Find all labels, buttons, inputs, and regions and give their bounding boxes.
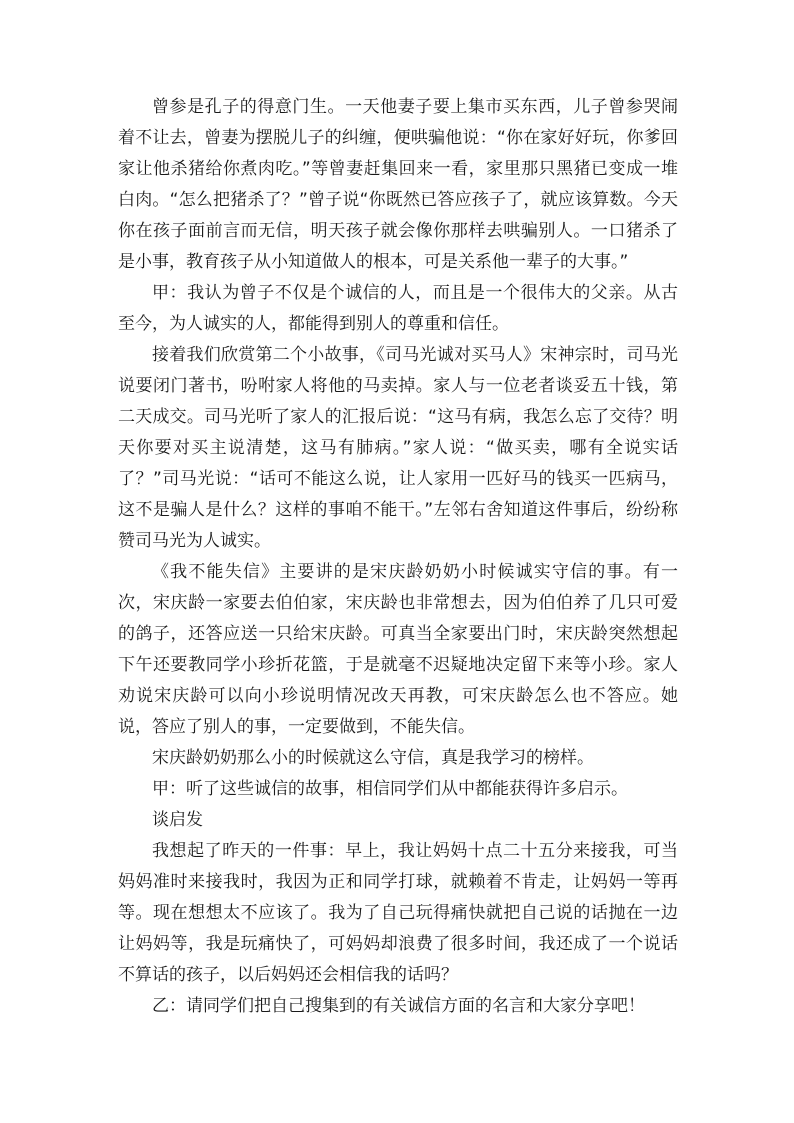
- paragraph-jia-comment-2: 甲：听了这些诚信的故事，相信同学们从中都能获得许多启示。: [152, 779, 628, 799]
- paragraph-songqingling-story: 《我不能失信》主要讲的是宋庆龄奶奶小时候诚实守信的事。有一次，宋庆龄一家要去伯伯家，宋庆龄也非常想去，因为伯伯养了几只可爱的鸽子，还答应送一只给宋庆龄。可真当全家要出门时，宋庆龄突然想起下午还要教同学小珍折花篮，于是就毫不迟疑地决定留下来等小珍。家人劝说宋庆龄可以向小珍说明情况改天再教，可宋庆龄怎么也不答应。她说，答应了别人的事，一定要做到，不能失信。: [118, 562, 678, 737]
- paragraph-zengzi-story: 曾参是孔子的得意门生。一天他妻子要上集市买东西，儿子曾参哭闹着不让去，曾妻为摆脱儿子的纠缠，便哄骗他说：“你在家好好玩，你爹回家让他杀猪给你煮肉吃。”等曾妻赶集回来一看，家里那只黑猪已变成一堆白肉。“怎么把猪杀了？”曾子说“你既然已答应孩子了，就应该算数。今天你在孩子面前言而无信，明天孩子就会像你那样去哄骗别人。一口猪杀了是小事，教育孩子从小知道做人的根本，可是关系他一辈子的大事。”: [118, 97, 678, 272]
- paragraph-jia-comment-1: 甲：我认为曾子不仅是个诚信的人，而且是一个很伟大的父亲。从古至今，为人诚实的人，都能得到别人的尊重和信任。: [118, 283, 678, 334]
- paragraph-personal-reflection: 我想起了昨天的一件事：早上，我让妈妈十点二十五分来接我，可当妈妈准时来接我时，我因为正和同学打球，就赖着不肯走，让妈妈一等再等。现在想想太不应该了。我为了自己玩得痛快就把自己说的话抛在一边让妈妈等，我是玩痛快了，可妈妈却浪费了很多时间，我还成了一个说话不算话的孩子，以后妈妈还会相信我的话吗？: [118, 841, 678, 985]
- paragraph-role-model: 宋庆龄奶奶那么小的时候就这么守信，真是我学习的榜样。: [152, 748, 594, 768]
- document-body: [118, 92, 678, 1022]
- paragraph-simaguang-story: 接着我们欣赏第二个小故事，《司马光诚对买马人》宋神宗时，司马光说要闭门著书，吩咐家人将他的马卖掉。家人与一位老者谈妥五十钱，第二天成交。司马光听了家人的汇报后说：“这马有病，我怎么忘了交待？明天你要对买主说清楚，这马有肺病。”家人说：“做买卖，哪有全说实话了？”司马光说：“话可不能这么说，让人家用一匹好马的钱买一匹病马，这不是骗人是什么？这样的事咱不能干。”左邻右舍知道这件事后，纷纷称赞司马光为人诚实。: [118, 345, 678, 551]
- section-heading-inspiration: 谈启发: [152, 810, 203, 830]
- paragraph-yi-prompt: 乙：请同学们把自己搜集到的有关诚信方面的名言和大家分享吧！: [152, 996, 645, 1016]
